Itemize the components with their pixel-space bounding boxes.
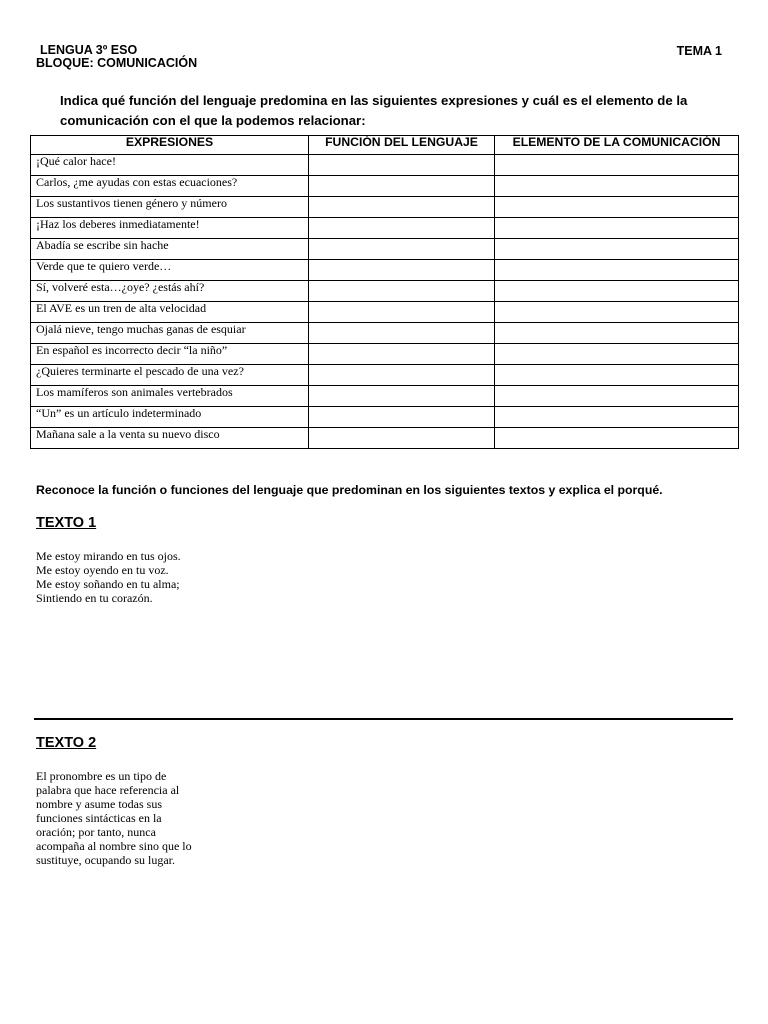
function-answer-cell[interactable] — [309, 323, 495, 344]
table-row — [31, 386, 739, 407]
function-answer-cell[interactable] — [309, 197, 495, 218]
expression-cell: Los mamíferos son animales vertebrados — [31, 386, 309, 407]
table-row — [31, 260, 739, 281]
function-answer-cell[interactable] — [309, 386, 495, 407]
element-answer-cell[interactable] — [495, 176, 739, 197]
table-row — [31, 323, 739, 344]
table-row — [31, 365, 739, 386]
column-header-funcion: FUNCIÓN DEL LENGUAJE — [309, 136, 495, 155]
element-answer-cell[interactable] — [495, 386, 739, 407]
element-answer-cell[interactable] — [495, 155, 739, 176]
expression-cell: “Un” es un artículo indeterminado — [31, 407, 309, 428]
texto-2-line: acompaña al nombre sino que lo — [36, 839, 192, 853]
function-answer-cell[interactable] — [309, 281, 495, 302]
expression-cell: Carlos, ¿me ayudas con estas ecuaciones? — [31, 176, 309, 197]
element-answer-cell[interactable] — [495, 344, 739, 365]
table-body — [31, 155, 739, 449]
element-answer-cell[interactable] — [495, 428, 739, 449]
block-label: BLOQUE: COMUNICACIÓN — [36, 56, 198, 70]
instruction-line-1: Indica qué función del lenguaje predomina en las siguientes expresiones y cuál es el elemento de la — [60, 93, 688, 108]
texto-1-title: TEXTO 1 — [36, 515, 97, 531]
function-answer-cell[interactable] — [309, 176, 495, 197]
function-answer-cell[interactable] — [309, 218, 495, 239]
section-divider — [34, 718, 733, 720]
element-answer-cell[interactable] — [495, 218, 739, 239]
document-header — [36, 44, 197, 70]
function-answer-cell[interactable] — [309, 344, 495, 365]
texto-1-body — [36, 549, 181, 605]
element-answer-cell[interactable] — [495, 197, 739, 218]
texto-2-line: sustituye, ocupando su lugar. — [36, 853, 175, 867]
element-answer-cell[interactable] — [495, 260, 739, 281]
element-answer-cell[interactable] — [495, 407, 739, 428]
expression-cell: ¡Haz los deberes inmediatamente! — [31, 218, 309, 239]
function-answer-cell[interactable] — [309, 260, 495, 281]
element-answer-cell[interactable] — [495, 323, 739, 344]
element-answer-cell[interactable] — [495, 365, 739, 386]
function-answer-cell[interactable] — [309, 428, 495, 449]
expressions-table — [30, 135, 739, 449]
expression-cell: Abadía se escribe sin hache — [31, 239, 309, 260]
texto-2-line: oración; por tanto, nunca — [36, 825, 156, 839]
table-row — [31, 281, 739, 302]
function-answer-cell[interactable] — [309, 155, 495, 176]
instruction-line-2: comunicación con el que la podemos relacionar: — [60, 113, 366, 128]
table-row — [31, 218, 739, 239]
table-row — [31, 155, 739, 176]
expression-cell: Los sustantivos tienen género y número — [31, 197, 309, 218]
element-answer-cell[interactable] — [495, 239, 739, 260]
expression-cell: Ojalá nieve, tengo muchas ganas de esquiar — [31, 323, 309, 344]
table-row — [31, 197, 739, 218]
texto-2-line: nombre y asume todas sus — [36, 797, 162, 811]
texto-1-line: Me estoy oyendo en tu voz. — [36, 563, 169, 577]
expression-cell: En español es incorrecto decir “la niño” — [31, 344, 309, 365]
element-answer-cell[interactable] — [495, 281, 739, 302]
table-row — [31, 344, 739, 365]
expression-cell: Sí, volveré esta…¿oye? ¿estás ahí? — [31, 281, 309, 302]
texto-1-line: Sintiendo en tu corazón. — [36, 591, 153, 605]
table-header-row — [31, 136, 739, 155]
topic-label: TEMA 1 — [676, 44, 722, 58]
texto-2-line: funciones sintácticas en la — [36, 811, 162, 825]
course-label: LENGUA 3º ESO — [40, 43, 138, 57]
expression-cell: ¡Qué calor hace! — [31, 155, 309, 176]
table-row — [31, 302, 739, 323]
texto-2-line: palabra que hace referencia al — [36, 783, 180, 797]
function-answer-cell[interactable] — [309, 239, 495, 260]
column-header-expresiones: EXPRESIONES — [31, 136, 309, 155]
table-row — [31, 239, 739, 260]
texto-2-line: El pronombre es un tipo de — [36, 769, 167, 783]
exercise-1-instruction — [60, 91, 720, 131]
function-answer-cell[interactable] — [309, 302, 495, 323]
table-row — [31, 176, 739, 197]
texto-1-line: Me estoy soñando en tu alma; — [36, 577, 180, 591]
function-answer-cell[interactable] — [309, 365, 495, 386]
exercise-2-instruction: Reconoce la función o funciones del lenguaje que predominan en los siguientes textos y explica el porqué. — [36, 483, 663, 497]
table-row — [31, 428, 739, 449]
texto-2-title: TEXTO 2 — [36, 735, 97, 751]
column-header-elemento: ELEMENTO DE LA COMUNICACIÓN — [495, 136, 739, 155]
expression-cell: El AVE es un tren de alta velocidad — [31, 302, 309, 323]
table-row — [31, 407, 739, 428]
expression-cell: Verde que te quiero verde… — [31, 260, 309, 281]
expression-cell: Mañana sale a la venta su nuevo disco — [31, 428, 309, 449]
element-answer-cell[interactable] — [495, 302, 739, 323]
function-answer-cell[interactable] — [309, 407, 495, 428]
texto-2-body — [36, 769, 192, 867]
texto-1-line: Me estoy mirando en tus ojos. — [36, 549, 181, 563]
expression-cell: ¿Quieres terminarte el pescado de una vez? — [31, 365, 309, 386]
